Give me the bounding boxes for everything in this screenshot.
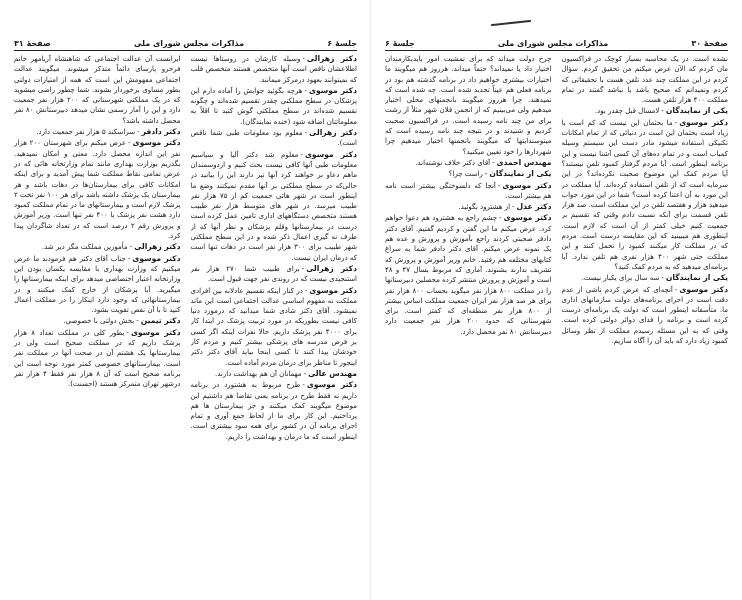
speech-text: بطور کلی در مملکت تعداد ۸ هزار پزشک داریم که در مملکت صحیح است ولی در بیمارستانها یک هشتم آن در صحت آنها در مملکت نفر است. بیمارستانهای خصوصی کمتر مورد توجه است این برنامه صحیح است که آن ۸ هزار نفر فقط ۴ هزار نفر درشهر تهران متمرکز هستند (احسنت). [14, 328, 181, 389]
speech-paragraph [191, 380, 358, 442]
speaker-name: دکتر موسوی [130, 327, 181, 337]
right-page [371, 0, 742, 600]
speech-paragraph [562, 118, 729, 272]
text-column [385, 54, 552, 586]
speech-text: طرح مربوط به هشتورد در برنامه داریم نه فقط طرح در برنامه یعنی تقاضا هم داشتیم این موضوع میگویند کمک میکنند و جز بیمارستان ها هم پرداختیم. این کار برای ما از لحاظ جمع آوری و تمام اجرای برنامه آن در کشور برای همه سود بیشتری است. اینطور است که ما درمان و بهداشت را داریم. [190, 381, 357, 441]
dash-separator: - [674, 118, 678, 127]
page-number: صفحهٔ ۳۱ [14, 39, 51, 48]
speech-paragraph [191, 286, 358, 368]
speaker-name: یکی از نمایندگان [489, 169, 552, 179]
dash-separator: - [126, 328, 129, 337]
dash-separator: - [304, 286, 308, 295]
speech-paragraph [562, 285, 729, 347]
speech-text: چشم راجع به هشترود هم دعوا خواهم کرد. عرض میکنم ما این گفتن و کردیم گفتیم. آقای دکتر دادفر صحبتی کردند راجع بآموزش و پرورش و عده هم یک نمونه عرض میکنم. آقای دکتر دادفر شما به سراغ کتابهای مختلفه هم رفتید. خانم وزیر آموزش و پرورش که تشریف ندارند بشنوند. آماری که مربوط بسال ۴۷ و ۴۸ است و آموزش و پرورش منتشر کرده محصلین دبیرستانها را در مملکت ۸۰۰ هزار نفر میگوید بحساب ۸۰۰ هزار نفر برای هر صد هزار نفر ایران جمعیت مملکت اساس بیشتر از ۸۰۰ هزار نفر منطقه‌ای که کمتر است. برای شهرستانی که حدود ۲۰۰ هزار نفر جمعیت دارد دبیرستانش ۸۰ نفر محصل دارد. [385, 214, 552, 336]
text-column [562, 54, 729, 586]
speech-paragraph [14, 328, 181, 390]
speech-text: سراسکند ۵ هزار نفر جمعیت دارد. [36, 128, 136, 137]
dash-separator: - [674, 285, 678, 294]
speaker-name: دکتر موسوی [132, 253, 181, 263]
dash-separator: - [302, 381, 305, 390]
speaker-name: دکتر موسوی [309, 85, 357, 95]
speech-text: هرچه بگوئید جوابش را آماده دارم این پزشکان در سطح مملکتی چقدر تقسیم شده‌اند و چگونه تقسیم شده‌اند در سطح مملکتی گوش کنید تا اقلاً به معلوماتتان اضافه شود (خنده نمایندگان). [190, 86, 357, 126]
session-number: جلسهٔ ۶ [385, 39, 415, 48]
speech-text: معلوم بود معلومات طبی شما ناقص است). [190, 129, 357, 148]
dash-separator: - [304, 86, 308, 95]
speaker-name: یکی از نمایندگان [665, 273, 728, 283]
speech-paragraph [14, 316, 181, 326]
speech-text: بخش دولتی با خصوصی. [63, 317, 135, 326]
dash-separator: - [304, 129, 308, 138]
speaker-name: دکتر موسوی [502, 180, 552, 190]
speech-paragraph [14, 242, 181, 252]
speech-text: از هشترود بگوئید. [458, 203, 511, 212]
speech-text: مأمورین مملکت مگر دیر شد. [41, 243, 128, 252]
speech-paragraph [191, 264, 358, 285]
left-page-header [14, 34, 357, 51]
page-title: مذاکرات مجلس شورای ملی [497, 39, 609, 48]
left-page-columns [14, 54, 357, 586]
dash-separator: - [484, 170, 488, 179]
right-page-columns [385, 54, 728, 586]
dash-separator: - [512, 203, 515, 212]
session-number: جلسهٔ ۶ [327, 39, 357, 48]
speech-text: مهمانان آن هم بهداشت دارند. [215, 369, 302, 378]
speech-text: در کنار اینکه تقسیم عادلانه بین افرادی مملکت نه مفهوم اساسی عدالت اجتماعی است این ماند نمیشود. آقای دکتر شادی شما میدانید که درمورد دنیا کافی نیست بطوریکه در مورد تربیت پزشک در ابتدا کار برای ۴۰۰۰ نفر پزشک داریم. حالا نفرات اینکه اگر کسی بر فرض مدرسه های پزشکی بیشتر کنیم و مردم کار خودشان پیدا کنند تا کسی اینجا بیاید آقای دکتر دکتر اینجور تا مناظر برای درمان مردم آماده است. [190, 286, 357, 367]
speech-text: سه سال برای یکبار نیست. [581, 274, 660, 283]
speech-text: چرخ دولت میداند که برای تمشیت امور بایدبکارمندان اختیار داد یا نمیداند؟ حتماً میداند. هرروز هم میگویند ما اختیارات بیشتری خواهیم داد در برنامه گذشته هم بود در برنامه فعلی هم عیناً تجدید شده است. چه شده است که نمیدهند. چرا هرروز میگویند بانجمنهای محلی اختیار میدهیم ولی می‌بینیم که از انجمن فلان شهر مثلاً از رشت برای من چند نامه رسیده است. در فراکسیون صحبت کردیم و شنیدند و در نتیجه چند نامه رسیده است که میتوسندایتها که میگویند بانجمنها اختیار میدهیم چرا شهردارها را خود تعیین میکنید؟ [385, 55, 552, 156]
dash-separator: - [499, 214, 502, 223]
dash-separator: - [137, 128, 140, 137]
speaker-name: دکتر زهرالی [306, 54, 357, 63]
speech-paragraph [14, 127, 181, 137]
speech-text: ما بحثمان این نیست که کم است یا زیاد است بحثمان این است در دنیائی که از تمام امکانات تکنیکی استفاده میشود مادر دست این سیستم وسیله کمیاب است و در تمام ده‌های آن کسی آشنا نیست و این برنامه اینطور است. آیا مردم گرفتار کمبود تلفن نیستند؟ آیا مردم کمک این موضوع صحبت نکرده‌اند؟ در این سرمایه است که از تلفن استفاده کرده‌اند. آیا مملکت در این مورد به آن اعتنا کرده است؟ شما در این مورد جواب میدهید هزار و هفتصد تلفن در این مملکت است. صد هزار تلفن قسمت برای آنکه نسبت دادم وقتی که تقسیم بر جمعیت کنیم خیلی کمتر از آن است که لازم است. اینطوری هم میبینید که این مقایسه درست است. مردم که در مملکت کار میکنند کمبود را تحمل کنند و این مملکت حتی شهر ۴۰۰ هزار نفری هم تلفن ندارد. آیا برنامه‌ای میدهید که به مردم کمک کنید؟ [561, 118, 728, 271]
dash-separator: - [136, 317, 139, 326]
speaker-name: دکتر موسوی [132, 138, 181, 148]
speech-text: جناب آقای دکتر هم فرمودند ما عرض میکنیم که وزارت بهداری با مقایسه یکسان بودن این وزارتخانه اعتبار اختصاصی میدهد برای اینکه بیمارستانها را میگیرید. آیا پزشکان از خارج کمک میکنند و در بیمارستانهائی که وجود دارد اینکار را در مملکت اعمال کنید تا با آن نقص تقویت بشود. [14, 254, 181, 315]
speaker-name: دکتر موسوی [679, 284, 728, 294]
page-number: صفحهٔ ۳۰ [691, 39, 728, 48]
speech-text: ایرانست آن عدالت اجتماعی که شاهنشاه آریامهر خانم فرخرو پارسای دائماً متذکر میشوند. میگویند عدالت اجتماعی مفهومش این است که همه از امتیازات دولتی بطور مساوی برخوردار بشوند. شما چطور راضی میشوید که در یک مملکتی شهرستانی که ۲۰۰ هزار نفر جمعیت دارد و این را آمار رسمی نشان میدهد دبیرستانش ۸۰ نفر محصل داشته باشد؟ [14, 55, 181, 125]
speech-text: راست چرا؟ [448, 170, 483, 179]
speaker-name: مهندس عالی [308, 368, 357, 378]
speech-paragraph [385, 158, 552, 168]
speaker-name: دکتر موسوی [503, 213, 552, 223]
speech-paragraph [191, 86, 358, 127]
speech-text: لامسال قبل چقدر بود. [594, 107, 660, 116]
dash-separator: - [497, 181, 501, 190]
speech-paragraph [191, 128, 358, 149]
speech-text: برای طبیب شما ۲۷۰ هزار نفر استنجیدی نیست که در روندی نفر جهت قبول است. [190, 264, 357, 284]
speech-paragraph [562, 106, 729, 116]
speech-paragraph [385, 54, 552, 157]
speech-text: وسیله کارشان در روستاها نیست اطلاعشان ناقص است آنها متخصص هستند متخصص قلب که نمیتوانند بعهود درمرکز میمانند. [190, 55, 357, 84]
speech-paragraph [385, 213, 552, 337]
dash-separator: - [129, 243, 133, 252]
dash-separator: - [302, 55, 305, 63]
speech-text: نشده است. در یک محاسبه بسیار کوچک در فراکسیون مان کردم که الآن عرض میکنم من تحقیق کردم. سؤال کردم در این مملکت چند عدد تلفن هست با تحقیقاتی که کردم ونمیدانم که صحیح باشد یا نباشد گفتند در تمام مملکت ۴۰۰ هزار تلفن هست. [561, 55, 728, 105]
right-page-header [385, 34, 728, 51]
speech-paragraph [385, 169, 552, 179]
dash-separator: - [128, 139, 131, 148]
speaker-name: دکتر زهرالی [134, 242, 181, 252]
speaker-name: دکتر تیمین [140, 316, 181, 326]
speech-paragraph [562, 273, 729, 283]
speech-text: معلوم شد دکتر آلیا و سیاسیم معلومات طبی آنها کافی نیست بحث کنیم و اردوسمندان ماهم دعاو بر خواهند کرد آنها نیز دارند این را بیانید در حالی‌که در سطح مملکتی بر آنها مقدم نمیکنند وضع ما اینطور است در شهر هائی جمعیت کم از ۷۵ هزار نفر طبیب میرسد. در شهر های متوسط هزار نفر طبیب هستند متخصص دستگاههای اداری تامین عمل کرده است درست در بیمارستانها وقلم پزشکان و نظر آنها که از طرف نه گیری اعمال ذکر شده و در این سطح مملکتی شهر طبیب برای ۳۰۰ هزار نفر است در دهات تنها است که درمان ایران نیست. [190, 150, 357, 262]
dash-separator: - [300, 150, 303, 159]
speech-paragraph [191, 54, 358, 85]
speech-paragraph [14, 138, 181, 241]
speaker-name: دکتر زهرالی [309, 128, 357, 138]
dash-separator: - [301, 264, 305, 273]
speech-paragraph [14, 254, 181, 316]
speaker-name: مهندس احمدی [496, 157, 552, 167]
speech-paragraph [385, 181, 552, 202]
speaker-name: دکتر موسوی [309, 285, 357, 295]
dash-separator: - [127, 254, 131, 263]
scan-mark [491, 20, 531, 26]
speaker-name: دکتر موسوی [304, 149, 357, 159]
dash-separator: - [661, 107, 664, 116]
speech-paragraph [191, 150, 358, 263]
speaker-name: دکتر موسوی [679, 117, 728, 127]
speaker-name: یکی از نمایندگان [665, 106, 728, 116]
speech-paragraph [14, 54, 181, 126]
text-column [14, 54, 181, 586]
speech-paragraph [191, 369, 358, 379]
speech-paragraph [385, 202, 552, 212]
text-column [191, 54, 358, 586]
dash-separator: - [661, 274, 664, 283]
dash-separator: - [303, 369, 307, 378]
speech-paragraph [562, 54, 729, 105]
speech-text: آقای دکتر خلاف نوشته‌اند. [415, 158, 491, 167]
speech-text: عرض میکنم برای شهرستان ۲۰۰ هزار نفر این اندازه محصل دارد. معنی و امکان نمیدهید. بگذریم بوزارت بهداری مانند تمام وزارتخانه هائی که در عرض تمامی نقاط مملکت شما پیش آمدید و برای اینکه امکانات کافی برای بیمارستان‌ها در دهات باشد و هر بیمارستان یک پزشک داشته باشد برای هر ۱۰۰ نفر تخت ۲ پزشک لازم است و بیمارستانهای ما در تمام مملکت کمبود دارد هشت نفر پزشک یا ۴۰۰ نفر تنها است. وزیر آموزش و پرورش رقم ۲ درصد است که در تعداد شاگردان پیدا کرد. [14, 139, 181, 241]
speaker-name: دکتر دادفر [141, 127, 181, 137]
dash-separator: - [492, 158, 495, 167]
speech-text: آنجا که دلسوختگی بیشتر است نامه هم بیشتر است. [385, 181, 552, 200]
speaker-name: دکتر زهرالی [306, 263, 357, 273]
speaker-name: دکتر عدل [516, 202, 552, 212]
page-title: مذاکرات مجلس شورای ملی [133, 39, 245, 48]
speech-text: آنچه‌ای که عرض کردم ناشی از عدم دقت است در اجرای برنامه‌های دولت سازمانهای اداری ما. متأسفانه اینطور است که دولت یک برنامه‌ای درست کرده است و برنامه را فدای دوائر دولتی کرده است. وقتی که به این مسئله رسیدم مملکت از نظر وسائل کمبود زیاد دارد که باید آن را آگاه سازیم. [561, 285, 728, 346]
speaker-name: دکتر موسوی [306, 380, 357, 390]
